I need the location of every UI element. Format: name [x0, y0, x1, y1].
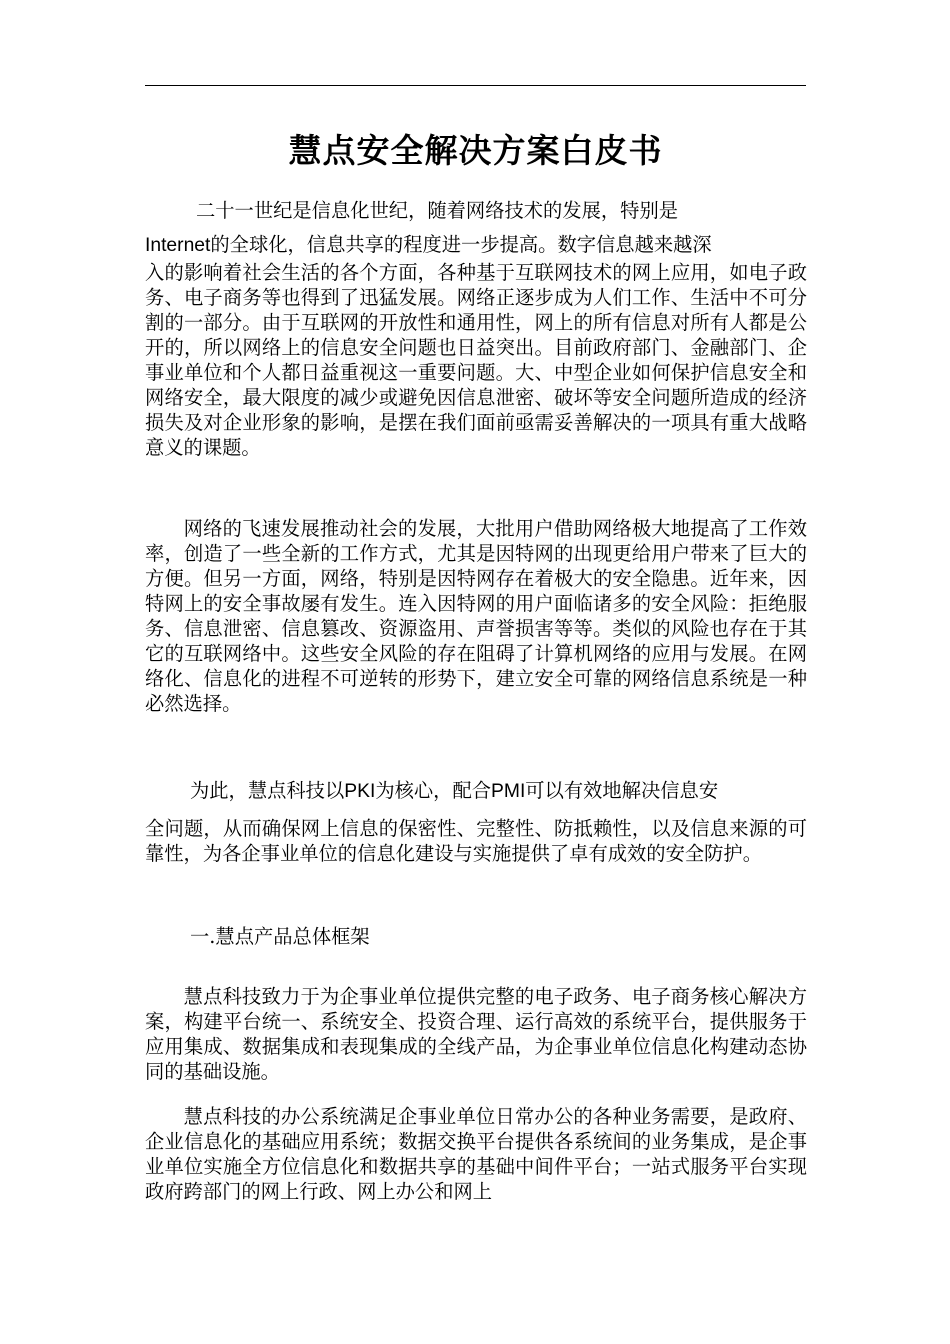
p3-pki: PKI — [344, 781, 376, 802]
paragraph-office-system: 慧点科技的办公系统满足企事业单位日常办公的各种业务需要，是政府、企业信息化的基础应用系统；数据交换平台提供各系统间的业务集成，是企事业单位实施全方位信息化和数据共享的基础中间件平台；一站式服务平台实现政府跨部门的网上行政、网上办公和网上 — [145, 1105, 807, 1203]
intro-paragraph-body: 入的影响着社会生活的各个方面，各种基于互联网技术的网上应用，如电子政务、电子商务等也得到了迅猛发展。网络正逐步成为人们工作、生活中不可分割的一部分。由于互联网的开放性和通用性，网上的所有信息对所有人都是公开的，所以网络上的信息安全问题也日益突出。目前政府部门、金融部门、企事业单位和个人都日益重视这一重要问题。大、中型企业如何保护信息安全和网络安全，最大限度的减少或避免因信息泄密、破坏等安全问题所造成的经济损失及对企业形象的影响，是摆在我们面前亟需妥善解决的一项具有重大战略意义的课题。 — [145, 261, 807, 459]
paragraph-network-growth: 网络的飞速发展推动社会的发展，大批用户借助网络极大地提高了工作效率，创造了一些全新的工作方式，尤其是因特网的出现更给用户带来了巨大的方便。但另一方面，网络，特别是因特网存在着极大的安全隐患。近年来，因特网上的安全事故屡有发生。连入因特网的用户面临诸多的安全风险：拒绝服务、信息泄密、信息篡改、资源盗用、声誉损害等等。类似的风险也存在于其它的互联网络中。这些安全风险的存在阻碍了计算机网络的应用与发展。在网络化、信息化的进程不可逆转的形势下，建立安全可靠的网络信息系统是一种必然选择。 — [145, 517, 807, 715]
paragraph-pki-line-1 — [190, 778, 718, 804]
page-title: 慧点安全解决方案白皮书 — [288, 131, 663, 170]
section-heading: 一.慧点产品总体框架 — [190, 925, 370, 948]
intro-line-1: 二十一世纪是信息化世纪，随着网络技术的发展，特别是 — [196, 199, 679, 222]
p3-text-c: 可以有效地解决信息安 — [525, 779, 719, 802]
intro-line-2 — [145, 232, 712, 258]
p3-text-b: 为核心，配合 — [375, 779, 492, 802]
p3-text-a: 为此，慧点科技以 — [190, 779, 345, 802]
intro-line-2-word: Internet — [145, 235, 211, 256]
p3-pmi: PMI — [491, 781, 526, 802]
paragraph-framework: 慧点科技致力于为企事业单位提供完整的电子政务、电子商务核心解决方案，构建平台统一、系统安全、投资合理、运行高效的系统平台，提供服务于应用集成、数据集成和表现集成的全线产品，为企事业单位信息化构建动态协同的基础设施。 — [145, 985, 807, 1083]
header-rule — [145, 85, 806, 86]
intro-line-2-rest: 的全球化，信息共享的程度进一步提高。数字信息越来越深 — [210, 233, 712, 256]
paragraph-pki-body: 全问题，从而确保网上信息的保密性、完整性、防抵赖性，以及信息来源的可靠性，为各企事业单位的信息化建设与实施提供了卓有成效的安全防护。 — [145, 817, 807, 865]
